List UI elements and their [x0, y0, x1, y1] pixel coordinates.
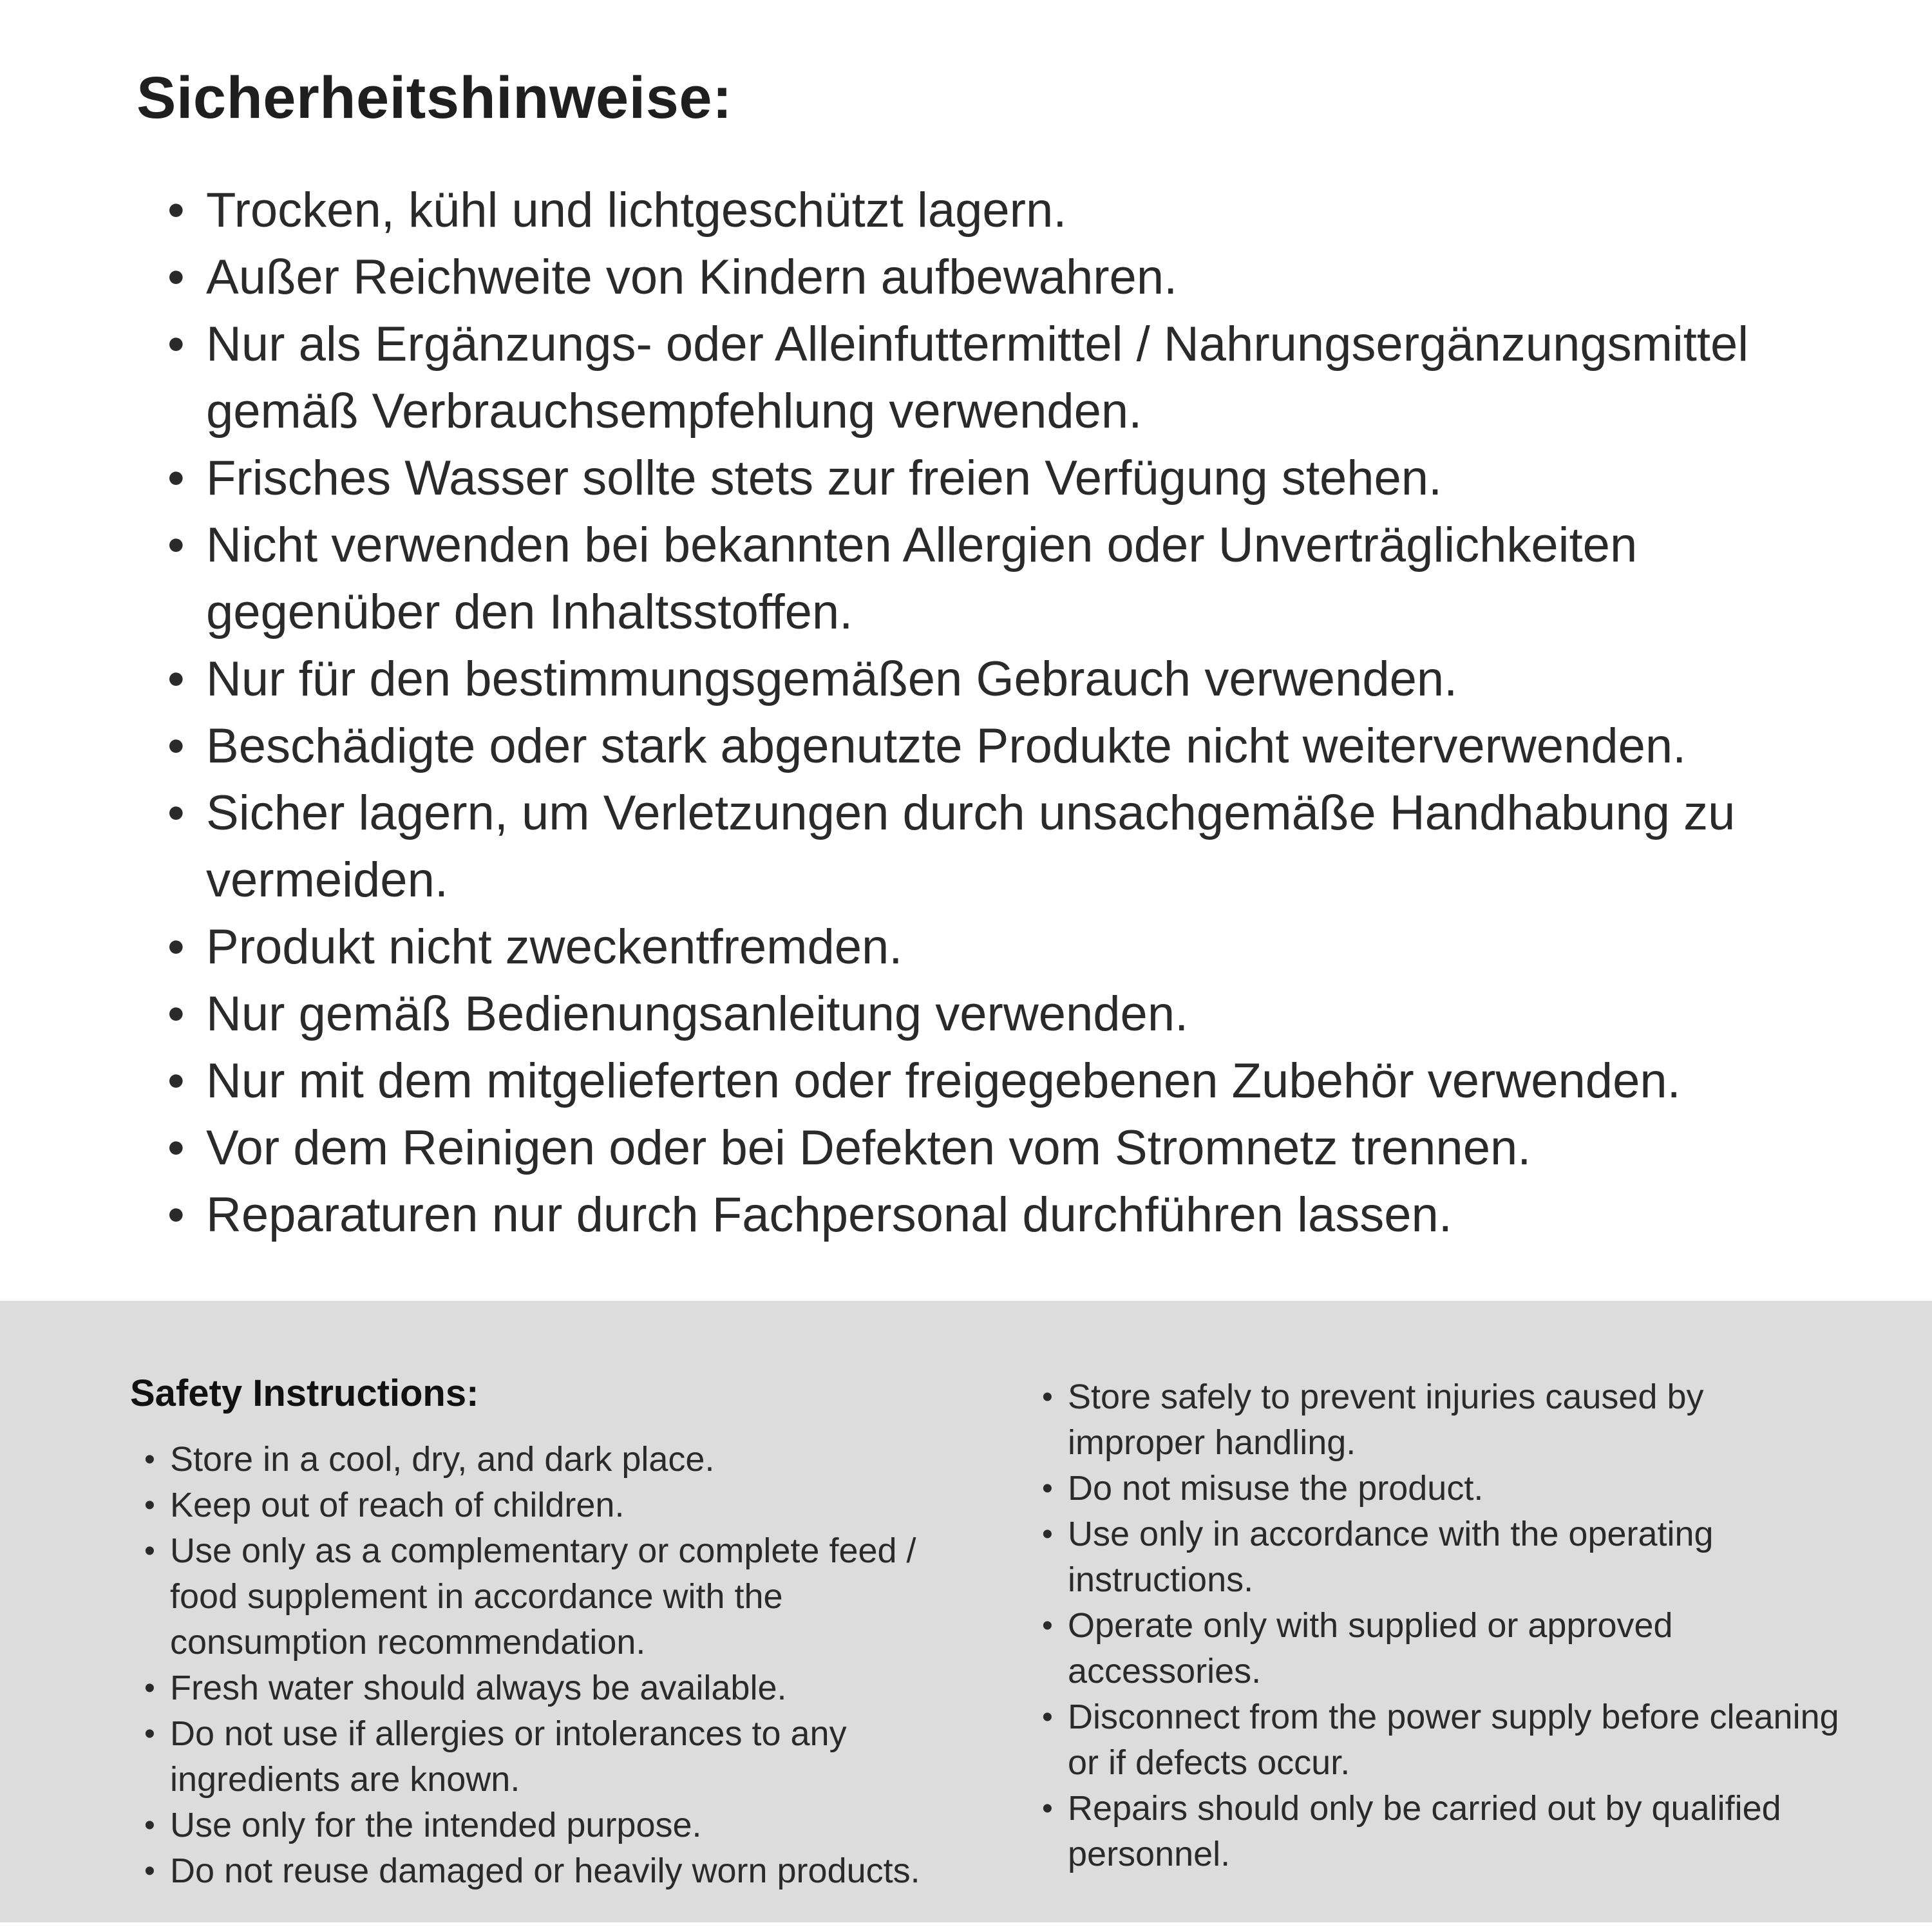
- bottom-white-strip: [0, 1922, 1932, 1932]
- list-item: • Frisches Wasser sollte stets zur freien Verfügung stehen.: [137, 445, 1855, 512]
- list-item: • Nur gemäß Bedienungsanleitung verwenden.: [137, 981, 1855, 1048]
- german-section-title: Sicherheitshinweise:: [137, 65, 733, 131]
- list-item: • Vor dem Reinigen oder bei Defekten vom Stromnetz trennen.: [137, 1115, 1855, 1182]
- list-item: • Keep out of reach of children.: [130, 1482, 951, 1528]
- list-item: • Sicher lagern, um Verletzungen durch unsachgemäße Handhabung zu vermeiden.: [137, 780, 1855, 914]
- english-safety-section: [0, 1301, 1932, 1922]
- list-item: • Reparaturen nur durch Fachpersonal durchführen lassen.: [137, 1182, 1855, 1249]
- list-item: • Operate only with supplied or approved accessories.: [1028, 1603, 1848, 1694]
- list-item: • Use only for the intended purpose.: [130, 1803, 951, 1848]
- list-item: • Beschädigte oder stark abgenutzte Produkte nicht weiterverwenden.: [137, 713, 1855, 780]
- english-right-column: [1028, 1372, 1848, 1922]
- english-section-title: Safety Instructions:: [130, 1372, 479, 1414]
- list-item: • Store in a cool, dry, and dark place.: [130, 1437, 951, 1482]
- list-item: • Produkt nicht zweckentfremden.: [137, 914, 1855, 981]
- list-item: • Nur mit dem mitgelieferten oder freigegebenen Zubehör verwenden.: [137, 1048, 1855, 1115]
- list-item: • Fresh water should always be available.: [130, 1665, 951, 1711]
- english-safety-list-right: [1028, 1374, 1848, 1877]
- list-item: • Nur als Ergänzungs- oder Alleinfuttermittel / Nahrungsergänzungsmittel gemäß Verbrauchsempfehlung verwenden.: [137, 311, 1855, 445]
- list-item: • Außer Reichweite von Kindern aufbewahren.: [137, 244, 1855, 311]
- list-item: • Do not reuse damaged or heavily worn products.: [130, 1848, 951, 1894]
- english-safety-list-left: [130, 1437, 951, 1894]
- list-item: • Nicht verwenden bei bekannten Allergien oder Unverträglichkeiten gegenüber den Inhaltsstoffen.: [137, 512, 1855, 646]
- list-item: • Do not misuse the product.: [1028, 1466, 1848, 1511]
- german-safety-list: [137, 177, 1855, 1249]
- list-item: • Use only as a complementary or complete feed / food supplement in accordance with the consumption recommendation.: [130, 1528, 951, 1665]
- list-item: • Do not use if allergies or intolerances to any ingredients are known.: [130, 1711, 951, 1803]
- list-item: • Trocken, kühl und lichtgeschützt lagern.: [137, 177, 1855, 244]
- list-item: • Nur für den bestimmungsgemäßen Gebrauch verwenden.: [137, 646, 1855, 713]
- list-item: • Use only in accordance with the operating instructions.: [1028, 1511, 1848, 1603]
- list-item: • Repairs should only be carried out by qualified personnel.: [1028, 1786, 1848, 1877]
- list-item: • Disconnect from the power supply before cleaning or if defects occur.: [1028, 1694, 1848, 1786]
- list-item: • Store safely to prevent injuries caused by improper handling.: [1028, 1374, 1848, 1466]
- english-left-column: [130, 1372, 951, 1922]
